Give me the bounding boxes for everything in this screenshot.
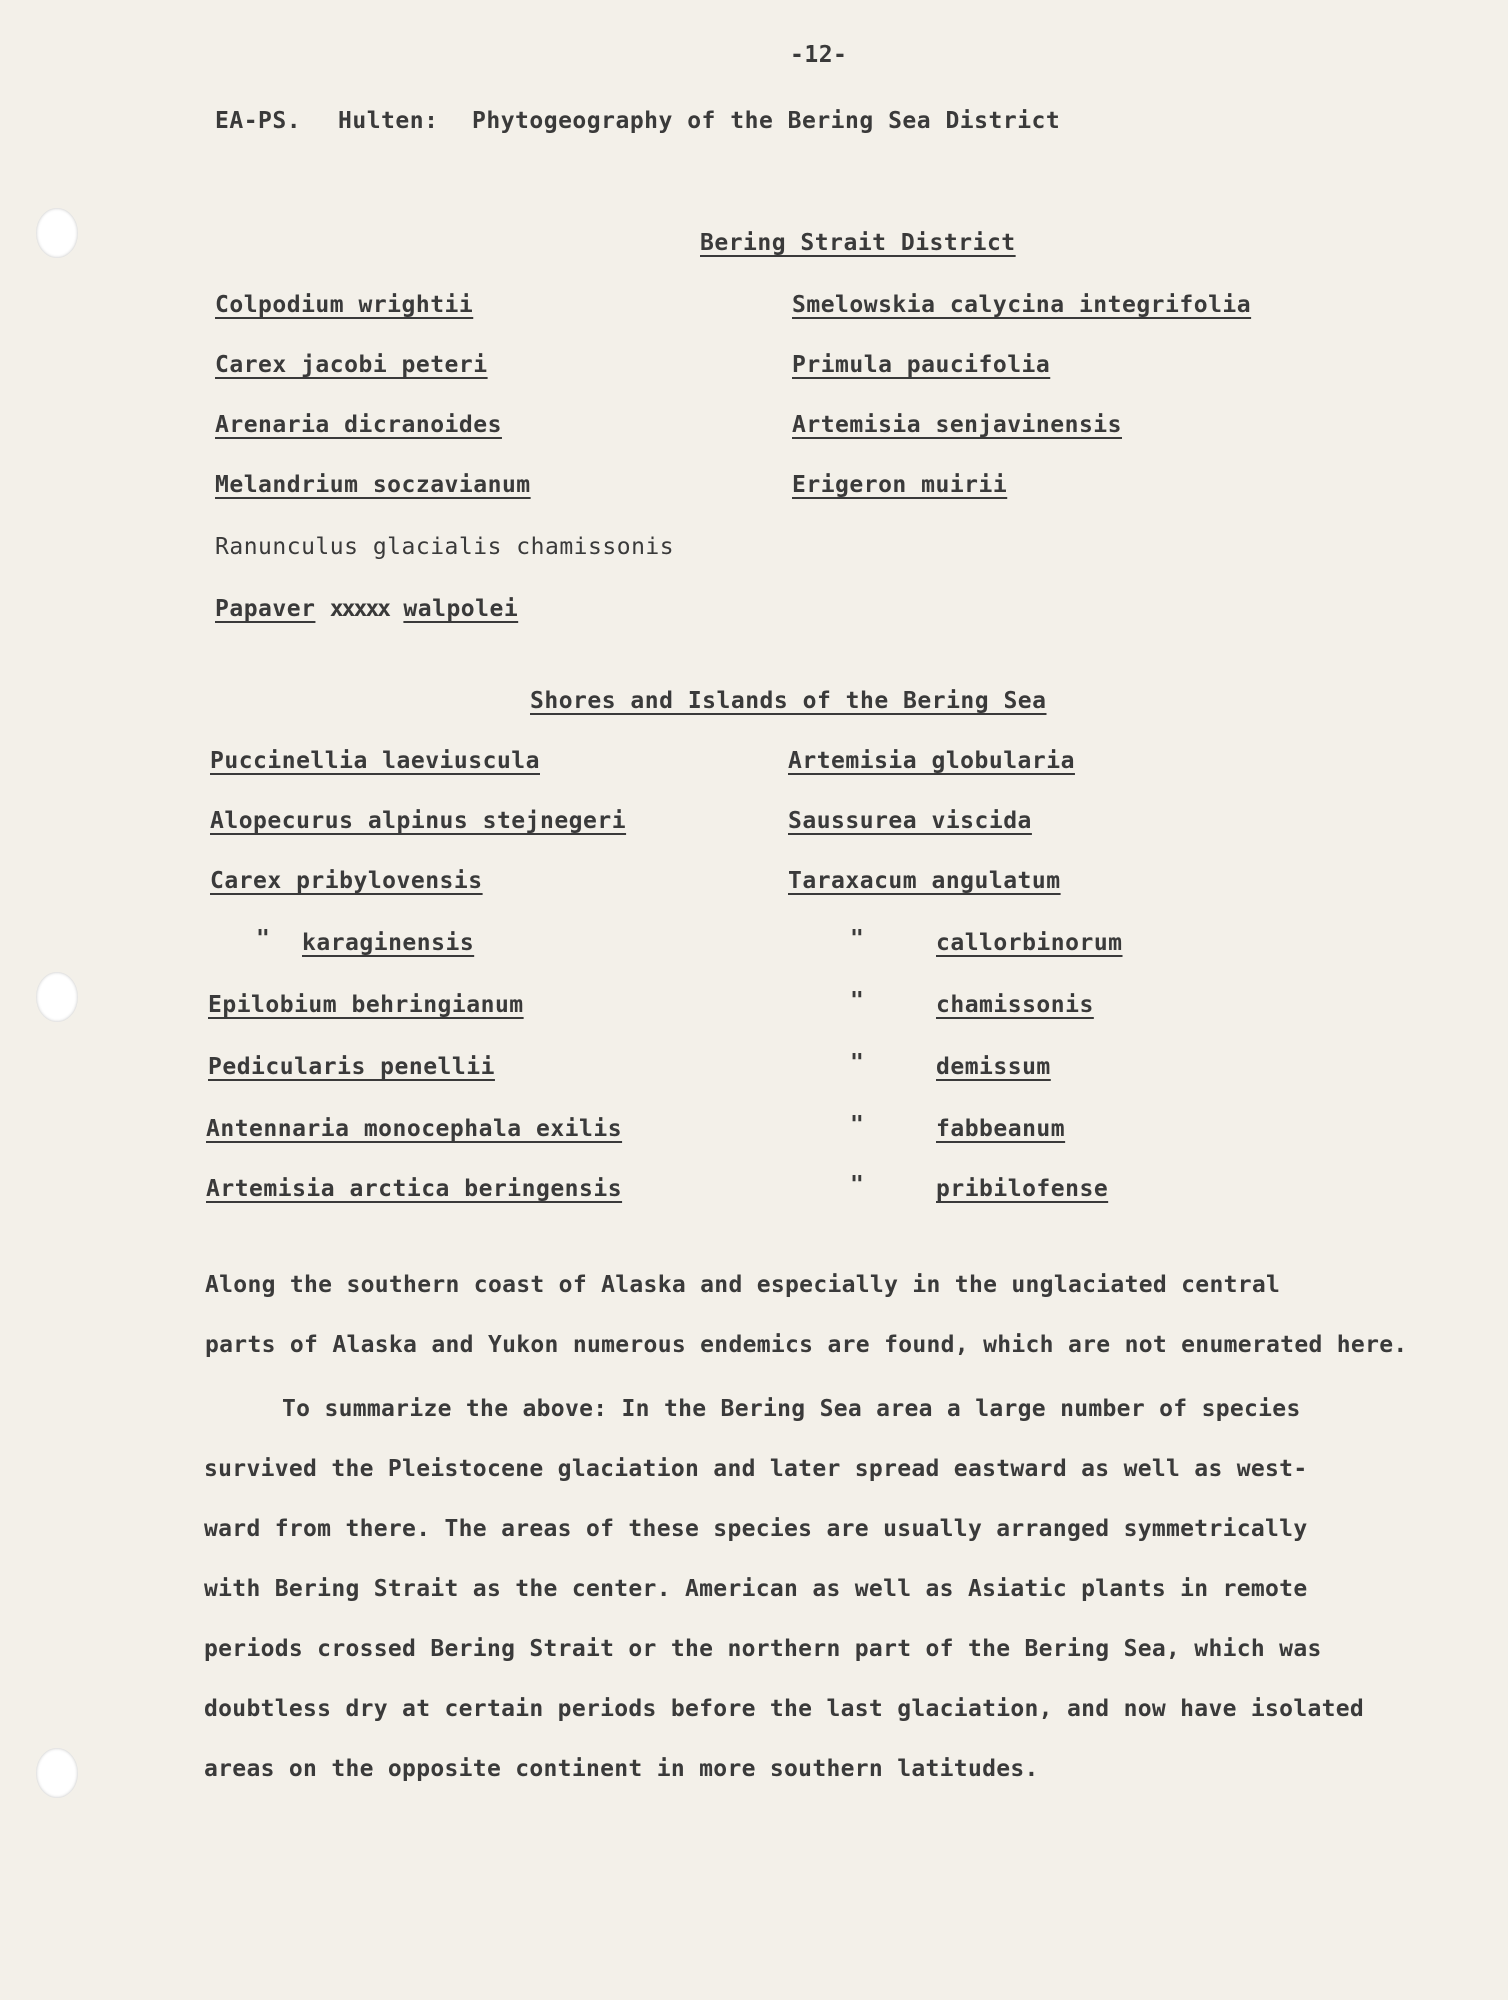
species-right: Taraxacum angulatum [788,868,1061,894]
paragraph-line: To summarize the above: In the Bering Sea area a large number of species [282,1396,1301,1422]
species-papaver [215,596,518,622]
page-number: -12- [790,42,848,68]
paragraph-line: with Bering Strait as the center. American as well as Asiatic plants in remote [204,1576,1308,1602]
species-right: chamissonis [936,992,1094,1018]
ditto-mark: " [850,926,864,952]
species-left: Antennaria monocephala exilis [206,1116,623,1142]
ditto-mark: " [850,1172,864,1198]
ditto-mark: " [256,926,270,952]
species-left: Colpodium wrightii [215,292,474,318]
paragraph-line: periods crossed Bering Strait or the northern part of the Bering Sea, which was [204,1636,1322,1662]
punch-hole-middle [36,972,78,1022]
species-right: Saussurea viscida [788,808,1032,834]
species-left: Artemisia arctica beringensis [206,1176,623,1202]
species-left: karaginensis [302,930,475,956]
ditto-mark: " [850,988,864,1014]
species-left: Carex pribylovensis [210,868,483,894]
papaver-struck-text: xxxxx [329,596,390,622]
paragraph-line: doubtless dry at certain periods before the last glaciation, and now have isolated [204,1696,1365,1722]
species-left: Alopecurus alpinus stejnegeri [210,808,627,834]
species-left: Pedicularis penellii [208,1054,495,1080]
header-title: Phytogeography of the Bering Sea District [472,108,1061,134]
punch-hole-top [36,208,78,258]
species-left: Epilobium behringianum [208,992,524,1018]
punch-hole-bottom [36,1748,78,1798]
species-right: demissum [936,1054,1051,1080]
species-right: callorbinorum [936,930,1123,956]
species-right: Smelowskia calycina integrifolia [792,292,1252,318]
species-right: Artemisia globularia [788,748,1075,774]
species-right: fabbeanum [936,1116,1066,1142]
ditto-mark: " [850,1050,864,1076]
paragraph-line: parts of Alaska and Yukon numerous endemics are found, which are not enumerated here. [205,1332,1408,1358]
species-right: Artemisia senjavinensis [792,412,1122,438]
species-left: Melandrium soczavianum [215,472,531,498]
species-right: pribilofense [936,1176,1109,1202]
paragraph-line: ward from there. The areas of these species are usually arranged symmetrically [204,1516,1308,1542]
papaver-genus: Papaver [215,596,316,622]
paragraph-line: areas on the opposite continent in more southern latitudes. [204,1756,1039,1782]
paragraph-line: Along the southern coast of Alaska and especially in the unglaciated central [205,1272,1281,1298]
species-left: Ranunculus glacialis chamissonis [215,534,675,560]
species-left: Puccinellia laeviuscula [210,748,540,774]
papaver-species: walpolei [403,596,519,622]
species-right: Primula paucifolia [792,352,1051,378]
species-right: Erigeron muirii [792,472,1008,498]
paragraph-line: survived the Pleistocene glaciation and later spread eastward as well as west- [204,1456,1308,1482]
header-code: EA-PS. [215,108,302,134]
species-left: Arenaria dicranoides [215,412,502,438]
ditto-mark: " [850,1112,864,1138]
section-heading-bering-strait: Bering Strait District [700,230,1016,256]
section-heading-shores-islands: Shores and Islands of the Bering Sea [530,688,1047,714]
species-left: Carex jacobi peteri [215,352,488,378]
header-author: Hulten: [338,108,439,134]
